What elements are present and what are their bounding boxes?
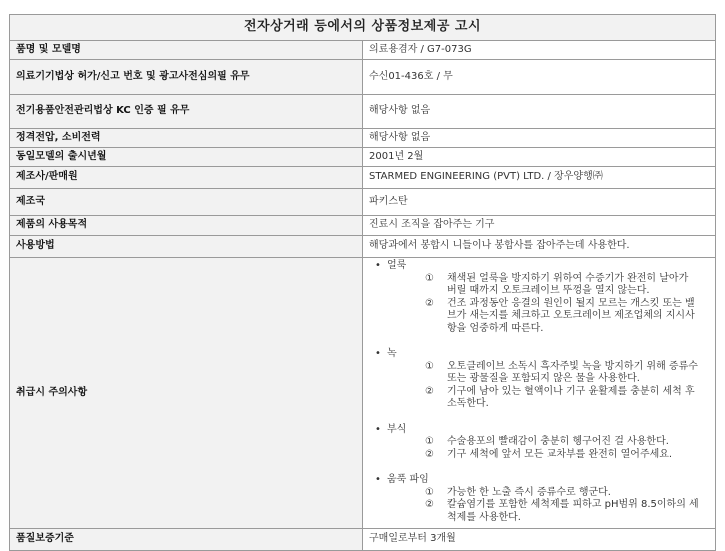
- value-rated-voltage: 해당사항 없음: [363, 129, 716, 148]
- value-license-number: 수신01-436호 / 무: [363, 60, 716, 95]
- list-item: [387, 273, 709, 298]
- product-info-table: [9, 14, 716, 551]
- label-usage: 사용방법: [10, 236, 363, 258]
- bullet-icon: •: [375, 260, 381, 271]
- bullet-icon: •: [375, 423, 381, 435]
- item-number: ①: [425, 360, 434, 372]
- label-warranty: 품질보증기준: [10, 529, 363, 551]
- section-title: 부식: [387, 423, 407, 435]
- value-purpose: 진료시 조직을 잡아주는 기구: [363, 216, 716, 236]
- label-kc-certification: 전기용품안전관리법상 KC 인증 필 유무: [10, 95, 363, 129]
- label-country: 제조국: [10, 189, 363, 216]
- value-warranty: 구매일로부터 3개월: [363, 529, 716, 551]
- value-manufacturer: STARMED ENGINEERING (PVT) LTD. / 장우양행㈜: [363, 167, 716, 189]
- caution-section-rust: [369, 348, 709, 411]
- item-text: 기구 세척에 앞서 모든 교차부를 완전히 열어주세요.: [447, 448, 673, 460]
- value-country: 파키스탄: [363, 189, 716, 216]
- item-number: ②: [425, 499, 434, 510]
- label-purpose: 제품의 사용목적: [10, 216, 363, 236]
- item-number: ②: [425, 448, 434, 460]
- label-caution: 취급시 주의사항: [10, 258, 363, 529]
- item-text: 가능한 한 노출 즉시 증류수로 행군다.: [447, 486, 611, 498]
- value-usage: 해당과에서 봉합시 니들이나 봉합사를 잡아주는데 사용한다.: [363, 236, 716, 258]
- caution-section-pitting: [369, 474, 709, 524]
- item-text: 칼슘염기를 포함한 세척제를 피하고 pH범위 8.5이하의 세척제를 사용한다.: [447, 499, 699, 523]
- caution-section-corrosion: [369, 424, 709, 462]
- item-number: ①: [425, 436, 434, 447]
- list-item: [387, 436, 709, 449]
- item-text: 기구에 남아 있는 혈액이나 기구 윤활제를 충분히 세척 후 소독한다.: [447, 385, 695, 409]
- caution-section-stain: [369, 260, 709, 335]
- item-number: ①: [425, 486, 434, 498]
- item-text: 수술용포의 빨래감이 충분히 헹구어진 걸 사용한다.: [447, 436, 669, 447]
- section-title: 움푹 파임: [387, 474, 429, 485]
- item-number: ②: [425, 297, 434, 309]
- label-product-name: 품명 및 모델명: [10, 41, 363, 60]
- list-item: [387, 449, 709, 462]
- list-item: [387, 361, 709, 386]
- value-product-name: 의료용겸자 / G7-073G: [363, 41, 716, 60]
- item-text: 건조 과정동안 응결의 원인이 될지 모르는 개스킷 또는 밸브가 새는지를 체크하고 오토크레이브 제조업체의 지시사항을 엄중하게 따른다.: [447, 297, 695, 334]
- label-rated-voltage: 정격전압, 소비전력: [10, 129, 363, 148]
- list-item: [387, 298, 709, 336]
- bullet-icon: •: [375, 474, 381, 485]
- item-text: 오토클레이브 소독시 흑자주빛 녹을 방지하기 위해 증류수 또는 광물질을 포함되지 않은 물을 사용한다.: [447, 360, 698, 384]
- label-manufacturer: 제조사/판매원: [10, 167, 363, 189]
- label-release-date: 동일모델의 출시년월: [10, 148, 363, 167]
- list-item: [387, 386, 709, 411]
- item-number: ②: [425, 385, 434, 397]
- item-number: ①: [425, 272, 434, 284]
- section-title: 녹: [387, 348, 397, 359]
- section-title: 얼룩: [387, 260, 407, 271]
- item-text: 채색된 얼룩을 방지하기 위하여 수증기가 완전히 날아가 버릴 때까지 오토크레이브 뚜껑을 열지 않는다.: [447, 272, 689, 296]
- notice-title: 전자상거래 등에서의 상품정보제공 고시: [10, 15, 716, 41]
- list-item: [387, 487, 709, 500]
- list-item: [387, 499, 709, 524]
- label-license-number: 의료기기법상 허가/신고 번호 및 광고사전심의필 유무: [10, 60, 363, 95]
- value-kc-certification: 해당사항 없음: [363, 95, 716, 129]
- bullet-icon: •: [375, 348, 381, 359]
- value-release-date: 2001년 2월: [363, 148, 716, 167]
- caution-content: [363, 258, 716, 529]
